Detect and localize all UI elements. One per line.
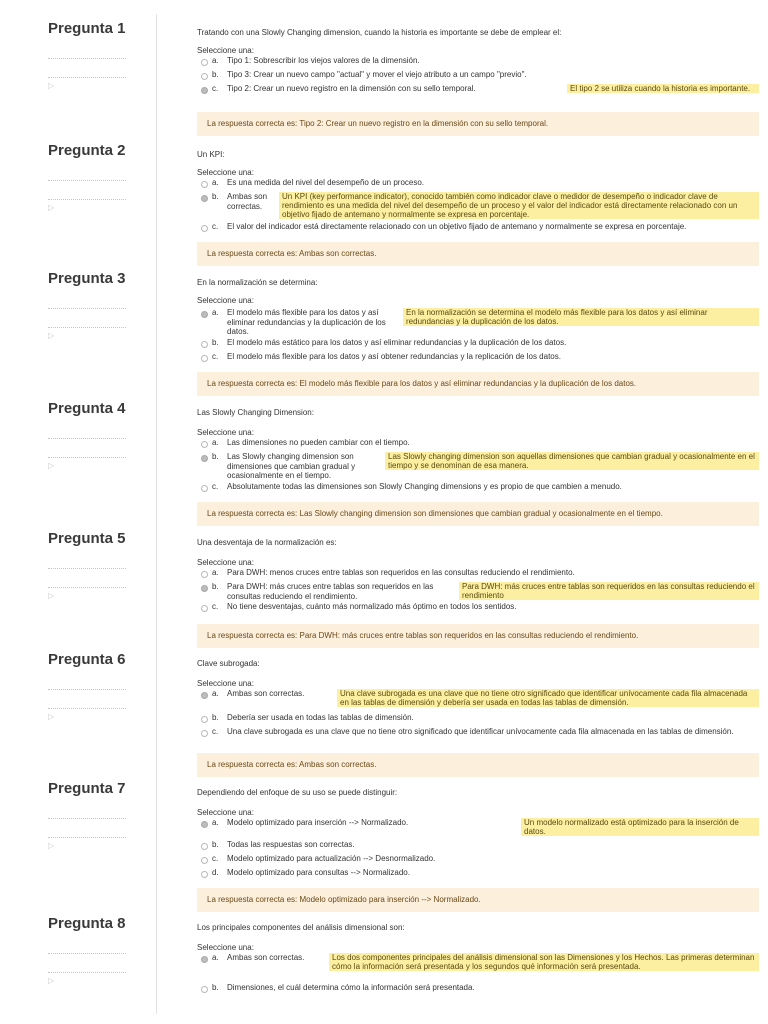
correct-answer: La respuesta correcta es: Las Slowly changing dimension son dimensiones que cambian gradual y ocasionalmente en el tiempo. xyxy=(197,502,759,526)
select-label: Seleccione una: xyxy=(197,428,254,437)
option-b[interactable]: b. Dimensiones, el cuál determina cómo la información será presentada. xyxy=(201,983,475,993)
status-line xyxy=(48,689,126,690)
flag-icon[interactable]: ▷ xyxy=(48,976,55,985)
question-text: Clave subrogada: xyxy=(197,659,260,668)
option-c[interactable]: c. Modelo optimizado para actualización --> Desnormalizado. xyxy=(201,854,435,864)
option-c[interactable]: c. No tiene desventajas, cuánto más normalizado más óptimo en todos los sentidos. xyxy=(201,602,517,612)
radio-button[interactable] xyxy=(201,843,208,850)
option-c[interactable]: c. El modelo más flexible para los datos y así obtener redundancias y la replicación de los datos. xyxy=(201,352,561,362)
radio-button-selected[interactable] xyxy=(201,87,208,94)
question-number: Pregunta 7 xyxy=(48,780,126,797)
select-label: Seleccione una: xyxy=(197,943,254,952)
question-number: Pregunta 4 xyxy=(48,400,126,417)
mark-line xyxy=(48,587,126,588)
radio-button[interactable] xyxy=(201,73,208,80)
option-c[interactable]: c. El valor del indicador está directamente relacionado con un objetivo fijado de antemano y normalmente se expresa en porcentaje. xyxy=(201,222,686,232)
status-line xyxy=(48,180,126,181)
status-line xyxy=(48,58,126,59)
radio-button-selected[interactable] xyxy=(201,821,208,828)
select-label: Seleccione una: xyxy=(197,808,254,817)
select-label: Seleccione una: xyxy=(197,46,254,55)
select-label: Seleccione una: xyxy=(197,296,254,305)
option-b[interactable]: b. Tipo 3: Crear un nuevo campo "actual" y mover el viejo atributo a un campo "previo". xyxy=(201,70,527,80)
mark-line xyxy=(48,708,126,709)
correct-answer: La respuesta correcta es: Para DWH: más cruces entre tablas son requeridos en las consultas reduciendo el rendimiento. xyxy=(197,624,759,648)
option-c[interactable]: c. Absolutamente todas las dimensiones son Slowly Changing dimensions y es propio de que cambien a menudo. xyxy=(201,482,622,492)
radio-button[interactable] xyxy=(201,225,208,232)
radio-button[interactable] xyxy=(201,857,208,864)
mark-line xyxy=(48,837,126,838)
radio-button-selected[interactable] xyxy=(201,455,208,462)
question-text: En la normalización se determina: xyxy=(197,278,318,287)
radio-button[interactable] xyxy=(201,605,208,612)
mark-line xyxy=(48,199,126,200)
status-line xyxy=(48,438,126,439)
mark-line xyxy=(48,457,126,458)
question-number: Pregunta 8 xyxy=(48,915,126,932)
option-c[interactable]: c. Una clave subrogada es una clave que no tiene otro significado que identificar unívocamente cada fila almacenada en las tablas de dimensión. xyxy=(201,727,759,737)
flag-icon[interactable]: ▷ xyxy=(48,591,55,600)
question-number: Pregunta 1 xyxy=(48,20,126,37)
status-line xyxy=(48,818,126,819)
question-number: Pregunta 5 xyxy=(48,530,126,547)
correct-answer: La respuesta correcta es: Ambas son correctas. xyxy=(197,753,759,777)
column-divider xyxy=(156,14,157,1014)
radio-button-selected[interactable] xyxy=(201,585,208,592)
option-feedback: Los dos componentes principales del análisis dimensional son las Dimensiones y los Hechos. Las primeras determinan cómo la información será presentada y los segundos qué información será presentada. xyxy=(329,953,759,971)
status-line xyxy=(48,308,126,309)
question-text: Un KPI: xyxy=(197,150,225,159)
flag-icon[interactable]: ▷ xyxy=(48,81,55,90)
radio-button[interactable] xyxy=(201,59,208,66)
option-d[interactable]: d. Modelo optimizado para consultas --> Normalizado. xyxy=(201,868,410,878)
radio-button[interactable] xyxy=(201,485,208,492)
option-a[interactable]: a. Modelo optimizado para inserción --> Normalizado. xyxy=(201,818,408,828)
option-feedback: Para DWH: más cruces entre tablas son requeridos en las consultas reduciendo el rendimiento xyxy=(459,582,759,600)
radio-button-selected[interactable] xyxy=(201,311,208,318)
option-a[interactable]: a. Ambas son correctas. xyxy=(201,953,304,963)
question-number: Pregunta 6 xyxy=(48,651,126,668)
radio-button[interactable] xyxy=(201,181,208,188)
radio-button[interactable] xyxy=(201,441,208,448)
option-a[interactable]: a. El modelo más flexible para los datos y así eliminar redundancias y la duplicación de los datos. xyxy=(201,308,397,337)
radio-button[interactable] xyxy=(201,730,208,737)
option-feedback: Un KPI (key performance indicator), conocido también como indicador clave o medidor de desempeño o indicador clave de rendimiento es una medida del nivel del desempeño de un proceso y el valor del indicador está directamente relacionado con un objetivo fijado de antemano y normalmente se expresa en porcentaje. xyxy=(279,192,759,219)
flag-icon[interactable]: ▷ xyxy=(48,461,55,470)
option-b[interactable]: b. Para DWH: más cruces entre tablas son requeridos en las consultas reduciendo el rendimiento. xyxy=(201,582,447,601)
flag-icon[interactable]: ▷ xyxy=(48,203,55,212)
question-text: Tratando con una Slowly Changing dimension, cuando la historia es importante se debe de emplear el: xyxy=(197,28,562,37)
radio-button[interactable] xyxy=(201,341,208,348)
option-feedback: Las Slowly changing dimension son aquellas dimensiones que cambian gradual y ocasionalmente en el tiempo y se denominan de esa manera. xyxy=(385,452,759,470)
correct-answer: La respuesta correcta es: Modelo optimizado para inserción --> Normalizado. xyxy=(197,888,759,912)
question-number: Pregunta 3 xyxy=(48,270,126,287)
option-b[interactable]: b. Debería ser usada en todas las tablas de dimensión. xyxy=(201,713,414,723)
question-text: Las Slowly Changing Dimension: xyxy=(197,408,314,417)
flag-icon[interactable]: ▷ xyxy=(48,712,55,721)
radio-button[interactable] xyxy=(201,986,208,993)
correct-answer: La respuesta correcta es: Tipo 2: Crear un nuevo registro en la dimensión con su sello temporal. xyxy=(197,112,759,136)
option-b[interactable]: b. Ambas son correctas. xyxy=(201,192,271,211)
option-a[interactable]: a. Tipo 1: Sobrescribir los viejos valores de la dimensión. xyxy=(201,56,420,66)
radio-button-selected[interactable] xyxy=(201,692,208,699)
option-c[interactable]: c. Tipo 2: Crear un nuevo registro en la dimensión con su sello temporal. xyxy=(201,84,476,94)
correct-answer: La respuesta correcta es: Ambas son correctas. xyxy=(197,242,759,266)
option-b[interactable]: b. Las Slowly changing dimension son dimensiones que cambian gradual y ocasionalmente en el tiempo. xyxy=(201,452,377,481)
option-b[interactable]: b. Todas las respuestas son correctas. xyxy=(201,840,355,850)
option-a[interactable]: a. Es una medida del nivel del desempeño de un proceso. xyxy=(201,178,424,188)
option-a[interactable]: a. Ambas son correctas. xyxy=(201,689,304,699)
flag-icon[interactable]: ▷ xyxy=(48,331,55,340)
option-feedback: En la normalización se determina el modelo más flexible para los datos y así eliminar redundancias y la duplicación de los datos. xyxy=(403,308,759,326)
select-label: Seleccione una: xyxy=(197,168,254,177)
select-label: Seleccione una: xyxy=(197,679,254,688)
mark-line xyxy=(48,327,126,328)
radio-button[interactable] xyxy=(201,355,208,362)
status-line xyxy=(48,568,126,569)
question-number: Pregunta 2 xyxy=(48,142,126,159)
select-label: Seleccione una: xyxy=(197,558,254,567)
option-a[interactable]: a. Para DWH: menos cruces entre tablas son requeridos en las consultas reduciendo el rendimiento. xyxy=(201,568,575,578)
option-b[interactable]: b. El modelo más estático para los datos y así eliminar redundancias y la duplicación de los datos. xyxy=(201,338,566,348)
question-text: Una desventaja de la normalización es: xyxy=(197,538,337,547)
radio-button[interactable] xyxy=(201,716,208,723)
option-feedback: El tipo 2 se utiliza cuando la historia es importante. xyxy=(567,84,759,93)
option-feedback: Un modelo normalizado está optimizado para la inserción de datos. xyxy=(521,818,759,836)
mark-line xyxy=(48,77,126,78)
radio-button-selected[interactable] xyxy=(201,195,208,202)
correct-answer: La respuesta correcta es: El modelo más flexible para los datos y así eliminar redundancias y la duplicación de los datos. xyxy=(197,372,759,396)
flag-icon[interactable]: ▷ xyxy=(48,841,55,850)
status-line xyxy=(48,953,126,954)
option-feedback: Una clave subrogada es una clave que no tiene otro significado que identificar unívocamente cada fila almacenada en las tablas de dimensión y debería ser usada en todas las tablas de dimensión. xyxy=(337,689,759,707)
radio-button[interactable] xyxy=(201,871,208,878)
option-a[interactable]: a. Las dimensiones no pueden cambiar con el tiempo. xyxy=(201,438,410,448)
question-text: Dependiendo del enfoque de su uso se puede distinguir: xyxy=(197,788,398,797)
radio-button-selected[interactable] xyxy=(201,956,208,963)
question-text: Los principales componentes del análisis dimensional son: xyxy=(197,923,405,932)
radio-button[interactable] xyxy=(201,571,208,578)
mark-line xyxy=(48,972,126,973)
